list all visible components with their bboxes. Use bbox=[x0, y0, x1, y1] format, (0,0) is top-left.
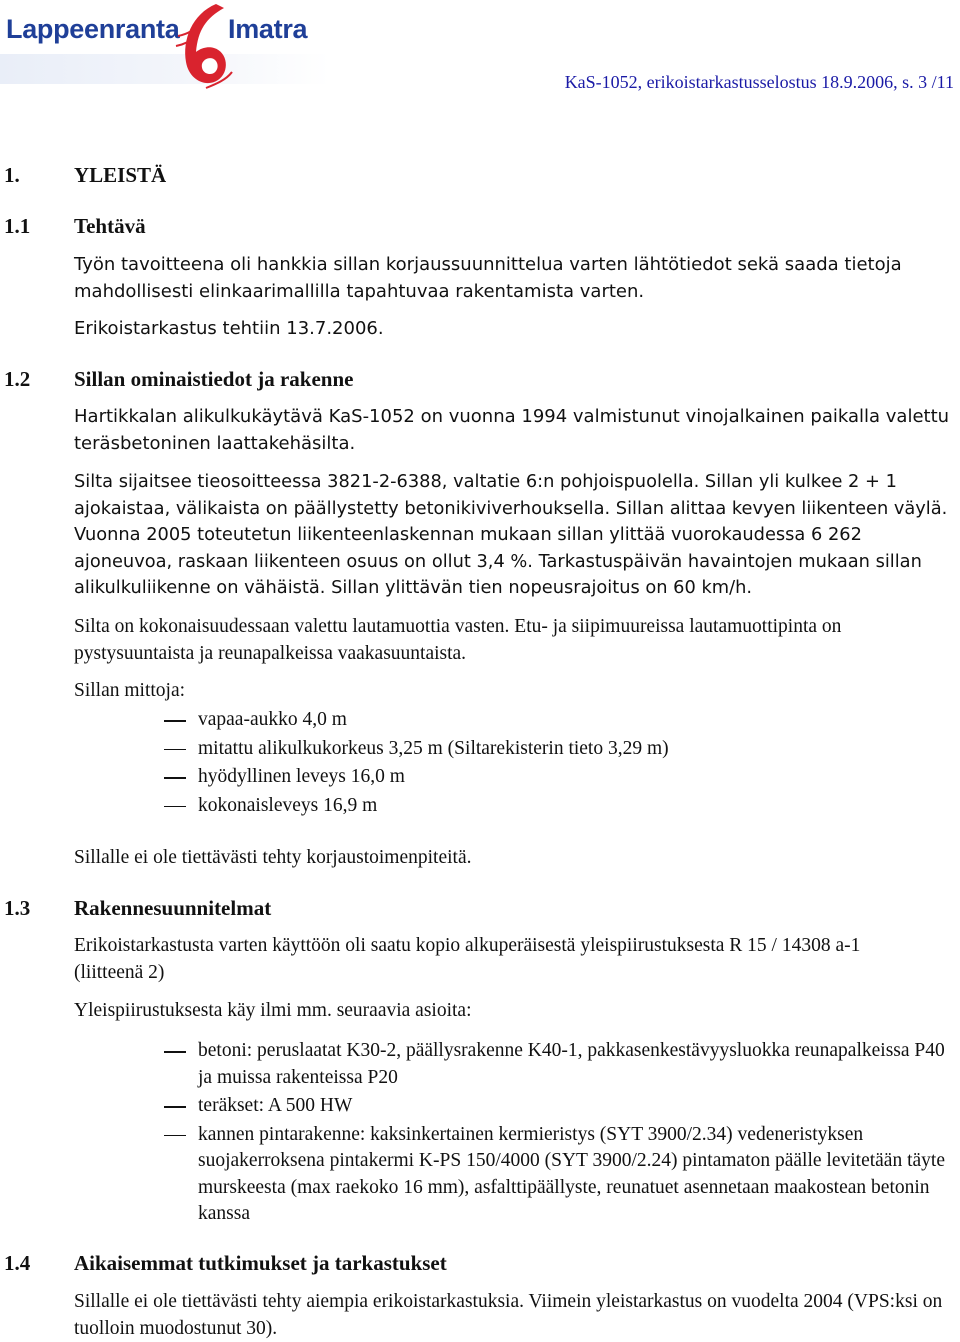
dash-bullet bbox=[164, 749, 186, 751]
logo-text-right: Imatra bbox=[228, 14, 308, 44]
section-1-2-paragraph-2: Silta sijaitsee tieosoitteessa 3821-2-6388, valtatie 6:n pohjoispuolella. Sillan yli kulkee 2 + 1 ajokaistaa, välikaista on päällystetty betonikiviverhouksella. Sillan alittaa kevyen liikenteen väylä. Vuonna 2005 toteutetun liikenteenlaskennan mukaan sillan ylittää vuorokaudessa 6 262 ajoneuvoa, raskaan liikenteen osuus on ollut 3,4 %. Tarkastuspäivän havaintojen mukaan sillan alikulkuliikenne on vähäistä. Sillan ylittävän tien nopeusrajoitus on 60 km/h. bbox=[74, 471, 948, 598]
dash-bullet bbox=[164, 777, 186, 779]
section-1-1-paragraph-1: Työn tavoitteena oli hankkia sillan korjaussuunnittelua varten lähtötiedot sekä saada tietoja mahdollisesti elinkaarimallilla tapahtuvaa rakentamista varten. bbox=[74, 254, 902, 302]
list-item bbox=[74, 1093, 956, 1120]
section-1-2-paragraph-3: Silta on kokonaisuudessaan valettu lautamuottia vasten. Etu- ja siipimuureissa lautamuottipinta on pystysuuntaista ja reunapalkeissa vaakasuuntaista. bbox=[74, 616, 842, 664]
list-item-text: kokonaisleveys 16,9 m bbox=[198, 794, 378, 816]
section-1-1-paragraph-2: Erikoistarkastus tehtiin 13.7.2006. bbox=[74, 318, 384, 339]
section-1-4-paragraph-1: Sillalle ei ole tiettävästi tehty aiempia erikoistarkastuksia. Viimein yleistarkastus on vuodelta 2004 (VPS:ksi on tuolloin muodostunut 30). bbox=[74, 1291, 943, 1339]
section-1-4-number: 1.4 bbox=[4, 1251, 31, 1275]
drawing-details-list bbox=[74, 1038, 956, 1230]
section-1-2-paragraph-5: Sillalle ei ole tiettävästi tehty korjaustoimenpiteitä. bbox=[74, 847, 472, 868]
list-item-text: vapaa-aukko 4,0 m bbox=[198, 709, 347, 730]
section-1-3-number: 1.3 bbox=[4, 896, 31, 920]
logo-band bbox=[0, 54, 330, 84]
dash-bullet bbox=[164, 1135, 186, 1137]
section-1-2-number: 1.2 bbox=[4, 367, 31, 391]
list-item-text: hyödyllinen leveys 16,0 m bbox=[198, 766, 405, 787]
bridge-dimensions-list bbox=[74, 707, 956, 821]
list-item bbox=[74, 793, 956, 820]
dash-bullet bbox=[164, 1051, 186, 1053]
section-1-2-paragraph-4: Sillan mittoja: bbox=[74, 680, 186, 701]
section-1-3-paragraph-2: Yleispiirustuksesta käy ilmi mm. seuraavia asioita: bbox=[74, 1000, 472, 1021]
list-item bbox=[74, 1122, 956, 1228]
dash-bullet bbox=[164, 720, 186, 722]
section-1-title: YLEISTÄ bbox=[74, 163, 167, 187]
section-1-2-paragraph-1: Hartikkalan alikulkukäytävä KaS-1052 on vuonna 1994 valmistunut vinojalkainen paikalla valettu teräsbetoninen laattakehäsilta. bbox=[74, 406, 950, 454]
list-item bbox=[74, 764, 956, 791]
list-item-text: mitattu alikulkukorkeus 3,25 m (Siltarekisterin tieto 3,29 m) bbox=[198, 737, 669, 759]
list-item bbox=[74, 707, 956, 734]
logo-six-emblem bbox=[172, 0, 236, 92]
dash-bullet bbox=[164, 1106, 186, 1108]
section-1-1-number: 1.1 bbox=[4, 214, 31, 238]
list-item bbox=[74, 1038, 956, 1091]
list-item bbox=[74, 736, 956, 763]
section-1-4-title: Aikaisemmat tutkimukset ja tarkastukset bbox=[74, 1251, 447, 1275]
dash-bullet bbox=[164, 806, 186, 808]
section-1-3-paragraph-1: Erikoistarkastusta varten käyttöön oli saatu kopio alkuperäisestä yleispiirustuksesta R 15 / 14308 a-1 (liitteenä 2) bbox=[74, 935, 861, 983]
section-1-1-title: Tehtävä bbox=[74, 214, 146, 238]
document-reference: KaS-1052, erikoistarkastusselostus 18.9.2006, s. 3 /11 bbox=[564, 72, 954, 92]
logo-text-left: Lappeenranta bbox=[6, 14, 180, 44]
list-item-text: kannen pintarakenne: kaksinkertainen kermieristys (SYT 3900/2.34) vedeneristyksen suojakerroksena pintakermi K-PS 150/4000 (SYT 3900/2.24) pintamaton päälle levitetään täyte murskeesta (max raekoko 16 mm), asfalttipäällyste, reunatuet asennetaan maakostean betonin kanssa bbox=[198, 1123, 945, 1224]
list-item-text: betoni: peruslaatat K30-2, päällysrakenne K40-1, pakkasenkestävyysluokka reunapalkeissa P40 ja muissa rakenteissa P20 bbox=[198, 1040, 945, 1088]
logo bbox=[0, 0, 330, 92]
section-1-2-title: Sillan ominaistiedot ja rakenne bbox=[74, 367, 354, 391]
list-item-text: teräkset: A 500 HW bbox=[198, 1095, 353, 1116]
section-1-3-title: Rakennesuunnitelmat bbox=[74, 896, 272, 920]
section-1-number: 1. bbox=[4, 163, 20, 187]
